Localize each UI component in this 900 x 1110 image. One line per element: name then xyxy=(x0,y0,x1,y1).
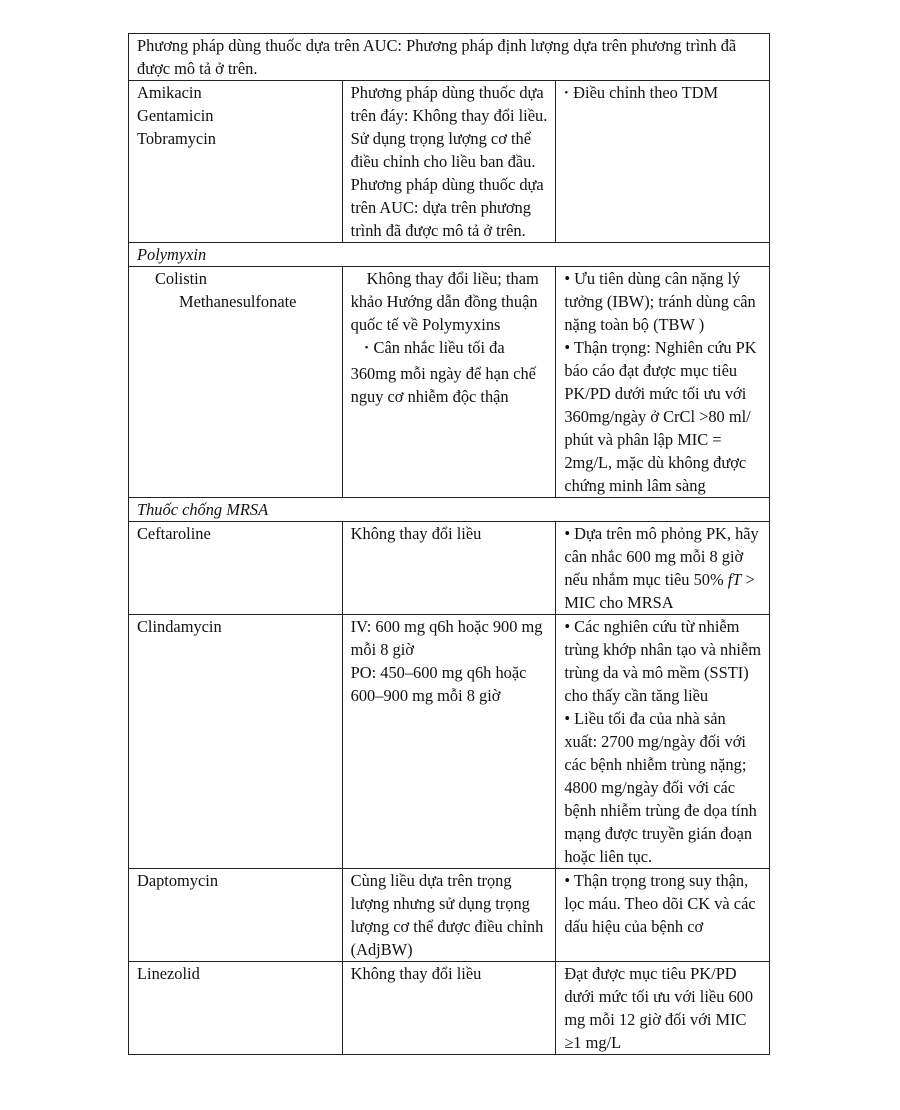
note-text: • Thận trọng: Nghiên cứu PK báo cáo đạt được mục tiêu PK/PD dưới mức tối ưu với 360mg/ngày ở CrCl >80 ml/ phút và phân lập MIC = 2mg/L, mặc dù không được chứng minh lâm sàng xyxy=(564,338,757,495)
note-text: • Ưu tiên dùng cân nặng lý tưởng (IBW); tránh dùng cân nặng toàn bộ (TBW ) xyxy=(564,269,756,334)
drug-name: Linezolid xyxy=(129,962,343,1055)
dosing-text: PO: 450–600 mg q6h hoặc 600–900 mg mỗi 8 giờ xyxy=(350,663,527,705)
table-row xyxy=(129,81,770,243)
note-cell xyxy=(556,615,770,869)
dosing-cell: Không thay đổi liều xyxy=(342,522,556,615)
note-text: > MIC cho MRSA xyxy=(564,570,755,612)
drug-name: Colistin xyxy=(155,269,207,288)
drug-name: Methanesulfonate xyxy=(179,292,297,311)
dosing-cell xyxy=(342,267,556,498)
section-row xyxy=(129,243,770,267)
drug-name: Tobramycin xyxy=(137,129,216,148)
drug-name: Ceftaroline xyxy=(129,522,343,615)
dosing-cell: Không thay đổi liều xyxy=(342,962,556,1055)
drug-name: Clindamycin xyxy=(129,615,343,869)
note-text: • Dựa trên mô phỏng PK, hãy cân nhắc 600 mg mỗi 8 giờ nếu nhắm mục tiêu 50% xyxy=(564,524,759,589)
drug-name: Gentamicin xyxy=(137,106,214,125)
note-text: • Các nghiên cứu từ nhiễm trùng khớp nhân tạo và nhiễm trùng da và mô mềm (SSTI) cho thấy cần tăng liều xyxy=(564,617,761,705)
dosing-cell: Phương pháp dùng thuốc dựa trên đáy: Không thay đổi liều. Sử dụng trọng lượng cơ thể điều chỉnh cho liều ban đầu. Phương pháp dùng thuốc dựa trên AUC: dựa trên phương trình đã được mô tả ở trên. xyxy=(342,81,556,243)
bullet-icon xyxy=(365,338,374,357)
drug-name: Daptomycin xyxy=(129,869,343,962)
dosing-cell xyxy=(342,615,556,869)
intro-cell: Phương pháp dùng thuốc dựa trên AUC: Phương pháp định lượng dựa trên phương trình đã được mô tả ở trên. xyxy=(129,34,770,81)
note-cell xyxy=(556,522,770,615)
bullet-icon xyxy=(564,83,573,102)
note-cell xyxy=(556,81,770,243)
dosing-bullet-text: Cân nhắc liều tối đa 360mg mỗi ngày để hạn chế nguy cơ nhiễm độc thận xyxy=(350,338,536,406)
table-row xyxy=(129,34,770,81)
table-row xyxy=(129,522,770,615)
drug-cell xyxy=(129,81,343,243)
note-text: Điều chỉnh theo TDM xyxy=(573,83,719,102)
dosing-table xyxy=(128,33,770,1055)
dosing-text: IV: 600 mg q6h hoặc 900 mg mỗi 8 giờ xyxy=(350,617,543,659)
note-cell xyxy=(556,267,770,498)
note-cell: • Thận trọng trong suy thận, lọc máu. Theo dõi CK và các dấu hiệu của bệnh cơ xyxy=(556,869,770,962)
table-row xyxy=(129,962,770,1055)
drug-name: Amikacin xyxy=(137,83,202,102)
note-cell: Đạt được mục tiêu PK/PD dưới mức tối ưu với liều 600 mg mỗi 12 giờ đối với MIC ≥1 mg/L xyxy=(556,962,770,1055)
dosing-text: Không thay đổi liều; tham khảo Hướng dẫn đồng thuận quốc tế về Polymyxins xyxy=(350,269,539,334)
section-title: Polymyxin xyxy=(129,243,770,267)
section-title: Thuốc chống MRSA xyxy=(129,498,770,522)
drug-cell xyxy=(129,267,343,498)
dosing-bullet xyxy=(351,336,549,408)
table-row xyxy=(129,615,770,869)
note-text: • Liều tối đa của nhà sản xuất: 2700 mg/ngày đối với các bệnh nhiễm trùng nặng; 4800 mg/ngày đối với các bệnh nhiễm trùng đe dọa tính mạng được truyền gián đoạn hoặc liên tục. xyxy=(564,709,757,866)
note-italic: fT xyxy=(727,570,742,589)
table-row xyxy=(129,267,770,498)
table-row xyxy=(129,869,770,962)
dosing-cell: Cùng liều dựa trên trọng lượng nhưng sử dụng trọng lượng cơ thể được điều chỉnh (AdjBW) xyxy=(342,869,556,962)
section-row xyxy=(129,498,770,522)
